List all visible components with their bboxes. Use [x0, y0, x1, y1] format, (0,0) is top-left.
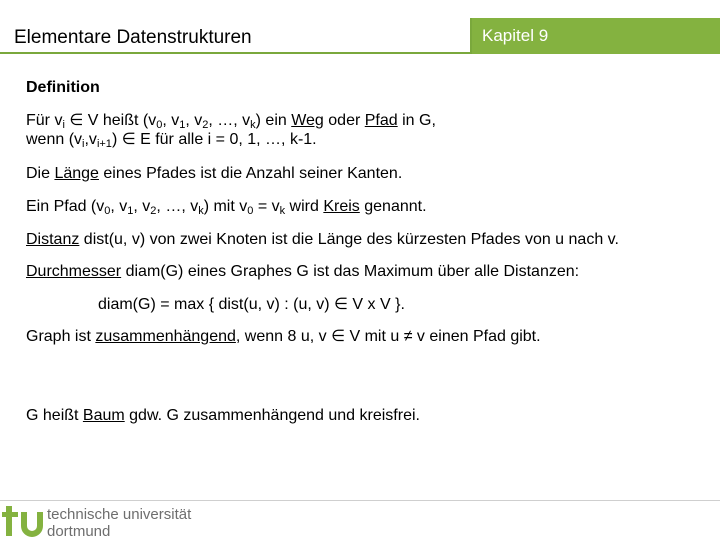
- term-distanz: Distanz: [26, 231, 80, 248]
- term-laenge: Länge: [54, 165, 99, 182]
- definition-baum: G heißt Baum gdw. G zusammenhängend und kreisfrei.: [26, 407, 420, 424]
- definition-laenge: Die Länge eines Pfades ist die Anzahl seiner Kanten.: [26, 165, 403, 182]
- term-pfad: Pfad: [364, 112, 398, 129]
- definition-line-2: wenn $(v_i,v_{i+1})$ ∈ E für alle i = 0, 1, …, k-1.: [26, 131, 317, 150]
- term-durchmesser: Durchmesser: [26, 263, 122, 280]
- definition-durchmesser: Durchmesser diam(G) eines Graphes G ist das Maximum über alle Distanzen:: [26, 263, 580, 280]
- footer-divider: [0, 500, 720, 501]
- header-title-box: [0, 18, 472, 54]
- university-name: technische universität dortmund: [47, 506, 192, 540]
- definition-kreis: Ein Pfad ($v_0$, $v_1$, $v_2$, …, $v_k$) mit $v_0 = v_k$ wird Kreis genannt.: [26, 198, 427, 217]
- slide-title: Elementare Datenstrukturen: [14, 27, 252, 48]
- term-zusammenhaengend: zusammenhängend: [95, 328, 236, 345]
- term-baum: Baum: [82, 407, 125, 424]
- diam-formula: diam(G) = max { dist(u, v) : (u, v) ∈ V x V }.: [98, 296, 405, 313]
- definition-distanz: Distanz dist(u, v) von zwei Knoten ist die Länge des kürzesten Pfades von u nach v.: [26, 231, 619, 248]
- definition-heading: Definition: [26, 79, 100, 96]
- term-kreis: Kreis: [323, 198, 360, 215]
- definition-line-1: Für $v_i$ ∈ V heißt ($v_0$, $v_1$, $v_2$, …, $v_k$) ein Weg oder Pfad in G,: [26, 112, 436, 131]
- term-weg: Weg: [291, 112, 324, 129]
- chapter-badge: [472, 18, 720, 54]
- chapter-label: Kapitel 9: [482, 26, 549, 45]
- definition-zusammenhaengend: Graph ist zusammenhängend, wenn 8 u, v ∈ V mit u ≠ v einen Pfad gibt.: [26, 328, 541, 345]
- tu-logo-icon: [2, 504, 44, 538]
